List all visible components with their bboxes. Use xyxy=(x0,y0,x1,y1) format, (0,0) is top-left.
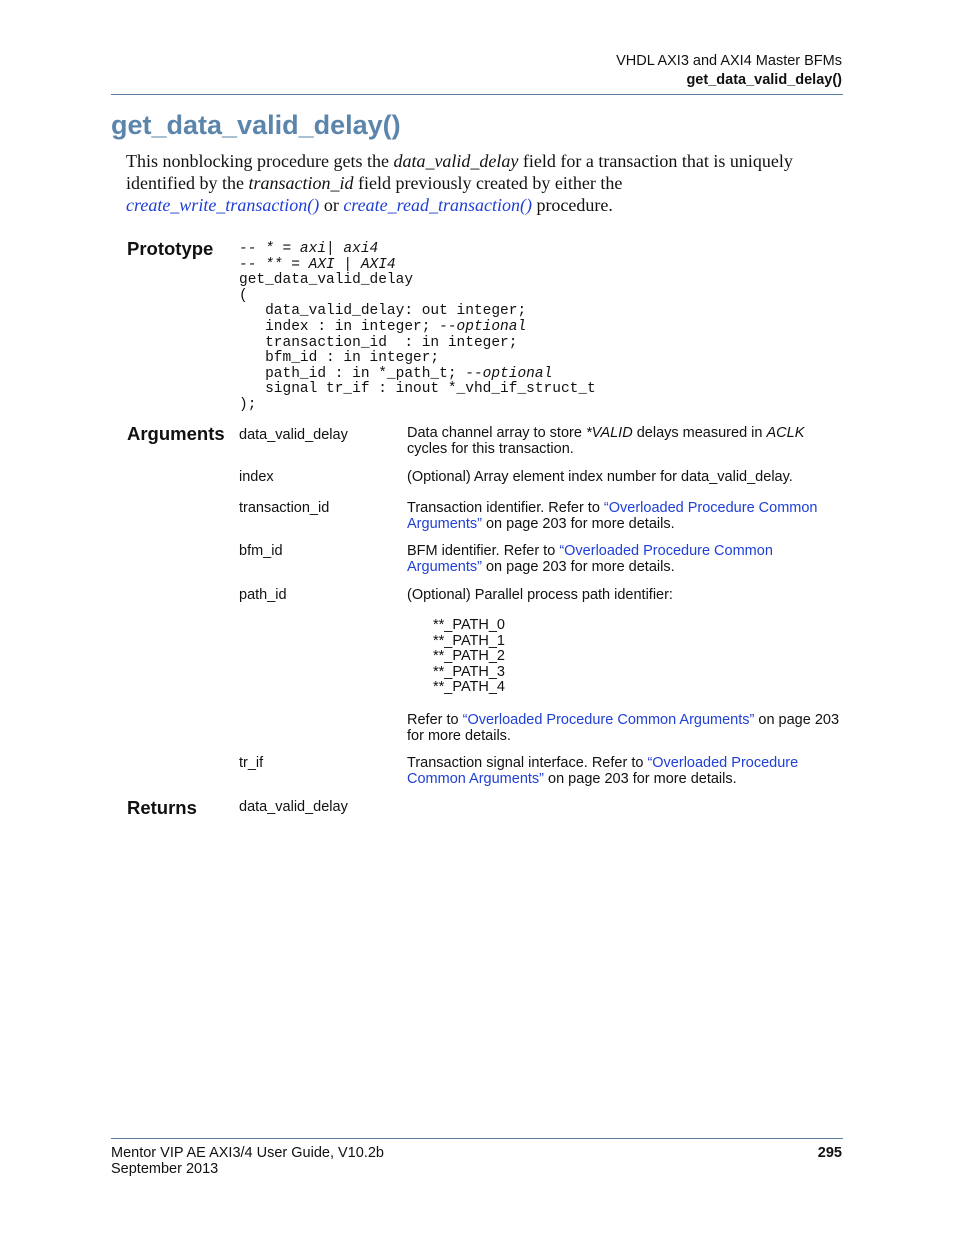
footer-doc-title: Mentor VIP AE AXI3/4 User Guide, V10.2b xyxy=(111,1145,384,1161)
path-item: **_PATH_2 xyxy=(433,648,505,665)
proto-param: path_id : in *_path_t; xyxy=(239,365,466,382)
intro-text: field for a transaction that is uniquely identified by the xyxy=(126,151,793,193)
proto-comment: -- * = axi| axi4 xyxy=(239,241,379,257)
page-number: 295 xyxy=(817,1145,842,1161)
proto-param: data_valid_delay: out integer; xyxy=(239,303,527,320)
proto-close-paren: ); xyxy=(239,396,257,413)
overloaded-args-link[interactable]: “Overloaded Procedure Common Arguments” xyxy=(407,543,773,575)
intro-text: or xyxy=(319,195,344,215)
overloaded-args-link[interactable]: “Overloaded Procedure Common Arguments” xyxy=(462,712,755,728)
arg-desc-text: on page 203 for more details. xyxy=(481,559,675,575)
prototype-code xyxy=(239,242,596,414)
proto-procedure-name: get_data_valid_delay xyxy=(239,272,414,289)
overloaded-args-link[interactable]: “Overloaded Procedure Common Arguments” xyxy=(407,500,818,532)
arg-desc-text: Transaction signal interface. Refer to xyxy=(407,755,648,771)
path-item: **_PATH_1 xyxy=(433,632,505,649)
footer-divider xyxy=(111,1138,843,1139)
arg-name-tr-if: tr_if xyxy=(239,755,264,771)
arg-desc-text: Data channel array to store xyxy=(407,425,586,441)
proto-param: transaction_id : in integer; xyxy=(239,334,518,351)
path-item: **_PATH_4 xyxy=(433,679,505,696)
arg-name-data-valid-delay: data_valid_delay xyxy=(239,427,348,443)
proto-comment: -- ** = AXI | AXI4 xyxy=(239,256,396,273)
intro-field-data-valid-delay: data_valid_delay xyxy=(393,151,519,171)
create-write-transaction-link[interactable]: create_write_transaction() xyxy=(126,195,320,215)
arg-desc-index: (Optional) Array element index number for data_valid_delay. xyxy=(407,469,793,485)
arg-desc-text: Refer to xyxy=(407,712,463,728)
arguments-label: Arguments xyxy=(127,423,225,444)
return-value: data_valid_delay xyxy=(239,799,348,815)
arg-desc-text: on page 203 for more details. xyxy=(544,771,737,787)
arg-desc-tr-if xyxy=(407,755,843,787)
arg-desc-text: delays measured in xyxy=(632,425,767,441)
arg-desc-text: BFM identifier. Refer to xyxy=(407,543,560,559)
proto-param: bfm_id : in integer; xyxy=(239,350,440,367)
arg-desc-aclk: ACLK xyxy=(766,425,805,441)
arg-desc-data-valid-delay xyxy=(407,425,843,457)
intro-field-transaction-id: transaction_id xyxy=(248,173,354,193)
header-divider xyxy=(111,94,843,95)
path-list xyxy=(433,618,633,696)
header-section: get_data_valid_delay() xyxy=(686,72,842,88)
arg-name-transaction-id: transaction_id xyxy=(239,500,330,516)
header-chapter: VHDL AXI3 and AXI4 Master BFMs xyxy=(616,53,842,69)
arg-desc-text: on page 203 for more details. xyxy=(407,712,840,744)
proto-comment: --optional xyxy=(465,365,553,382)
overloaded-args-link[interactable]: “Overloaded Procedure Common Arguments” xyxy=(407,755,799,787)
arg-desc-bfm-id xyxy=(407,543,843,575)
arg-desc-valid: *VALID xyxy=(585,425,633,441)
arg-name-path-id: path_id xyxy=(239,587,287,603)
footer-info xyxy=(111,1145,384,1177)
intro-paragraph xyxy=(126,150,842,216)
create-read-transaction-link[interactable]: create_read_transaction() xyxy=(343,195,532,215)
intro-text: procedure. xyxy=(531,195,613,215)
page-header xyxy=(616,52,842,90)
prototype-label: Prototype xyxy=(127,238,214,259)
footer-date: September 2013 xyxy=(111,1161,219,1177)
proto-param: index : in integer; xyxy=(239,318,440,335)
returns-label: Returns xyxy=(127,797,197,818)
intro-text: field previously created by either the xyxy=(353,173,623,193)
page-title: get_data_valid_delay() xyxy=(111,110,401,140)
proto-comment: --optional xyxy=(439,318,527,335)
intro-text: This nonblocking procedure gets the xyxy=(126,151,394,171)
arg-desc-path-id-refer xyxy=(407,712,843,744)
arg-desc-path-id: (Optional) Parallel process path identifier: xyxy=(407,587,673,603)
arg-desc-text: on page 203 for more details. xyxy=(481,516,675,532)
arg-name-index: index xyxy=(239,469,274,485)
path-item: **_PATH_0 xyxy=(433,617,505,633)
path-item: **_PATH_3 xyxy=(433,663,505,680)
arg-name-bfm-id: bfm_id xyxy=(239,543,283,559)
arg-desc-text: Transaction identifier. Refer to xyxy=(407,500,604,516)
proto-open-paren: ( xyxy=(239,287,248,304)
arg-desc-text: cycles for this transaction. xyxy=(407,441,574,457)
proto-param: signal tr_if : inout *_vhd_if_struct_t xyxy=(239,381,596,398)
arg-desc-transaction-id xyxy=(407,500,843,532)
